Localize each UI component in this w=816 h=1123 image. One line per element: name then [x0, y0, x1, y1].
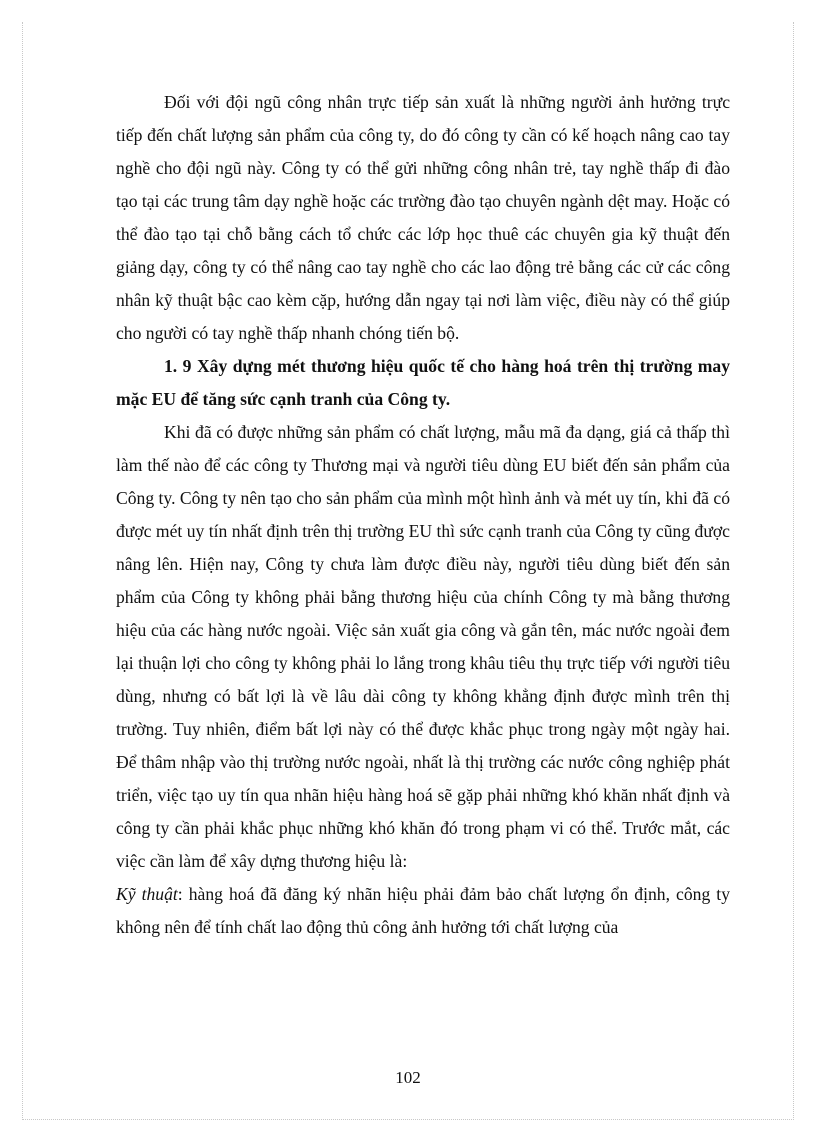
document-body: [116, 86, 730, 944]
paragraph-technical-text: : hàng hoá đã đăng ký nhãn hiệu phải đảm bảo chất lượng ổn định, công ty không nên để tính chất lao động thủ công ảnh hưởng tới chất lượng của: [116, 884, 730, 937]
term-technical: Kỹ thuật: [116, 884, 178, 904]
page-number: 102: [395, 1068, 421, 1087]
paragraph-technical: [116, 878, 730, 944]
paragraph-brand-building: Khi đã có được những sản phẩm có chất lượng, mẫu mã đa dạng, giá cả thấp thì làm thế nào để các công ty Thương mại và người tiêu dùng EU biết đến sản phẩm của Công ty. Công ty nên tạo cho sản phẩm của mình một hình ảnh và mét uy tín, khi đã có được mét uy tín nhất định trên thị trường EU thì sức cạnh tranh của Công ty cũng được nâng lên. Hiện nay, Công ty chưa làm được điều này, người tiêu dùng biết đến sản phẩm của Công ty không phải bằng thương hiệu của chính Công ty mà bằng thương hiệu của các hàng nước ngoài. Việc sản xuất gia công và gắn tên, mác nước ngoài đem lại thuận lợi cho công ty không phải lo lắng trong khâu tiêu thụ trực tiếp với người tiêu dùng, nhưng có bất lợi là về lâu dài công ty không khẳng định được mình trên thị trường. Tuy nhiên, điểm bất lợi này có thể được khắc phục trong ngày một ngày hai. Để thâm nhập vào thị trường nước ngoài, nhất là thị trường các nước công nghiệp phát triển, việc tạo uy tín qua nhãn hiệu hàng hoá sẽ gặp phải những khó khăn nhất định và công ty cần phải khắc phục những khó khăn đó trong phạm vi có thể. Trước mắt, các việc cần làm để xây dựng thương hiệu là:: [116, 422, 730, 871]
paragraph-worker-training: Đối với đội ngũ công nhân trực tiếp sản xuất là những người ảnh hưởng trực tiếp đến chất lượng sản phẩm của công ty, do đó công ty cần có kế hoạch nâng cao tay nghề cho đội ngũ này. Công ty có thể gửi những công nhân trẻ, tay nghề thấp đi đào tạo tại các trung tâm dạy nghề hoặc các trường đào tạo chuyên ngành dệt may. Hoặc có thể đào tạo tại chỗ bằng cách tổ chức các lớp học thuê các chuyên gia kỹ thuật đến giảng dạy, công ty có thể nâng cao tay nghề cho các lao động trẻ bằng các cử các công nhân kỹ thuật bậc cao kèm cặp, hướng dẫn ngay tại nơi làm việc, điều này có thể giúp cho người có tay nghề thấp nhanh chóng tiến bộ.: [116, 92, 730, 343]
section-heading: 1. 9 Xây dựng mét thương hiệu quốc tế cho hàng hoá trên thị trường may mặc EU để tăng sức cạnh tranh của Công ty.: [116, 356, 730, 409]
